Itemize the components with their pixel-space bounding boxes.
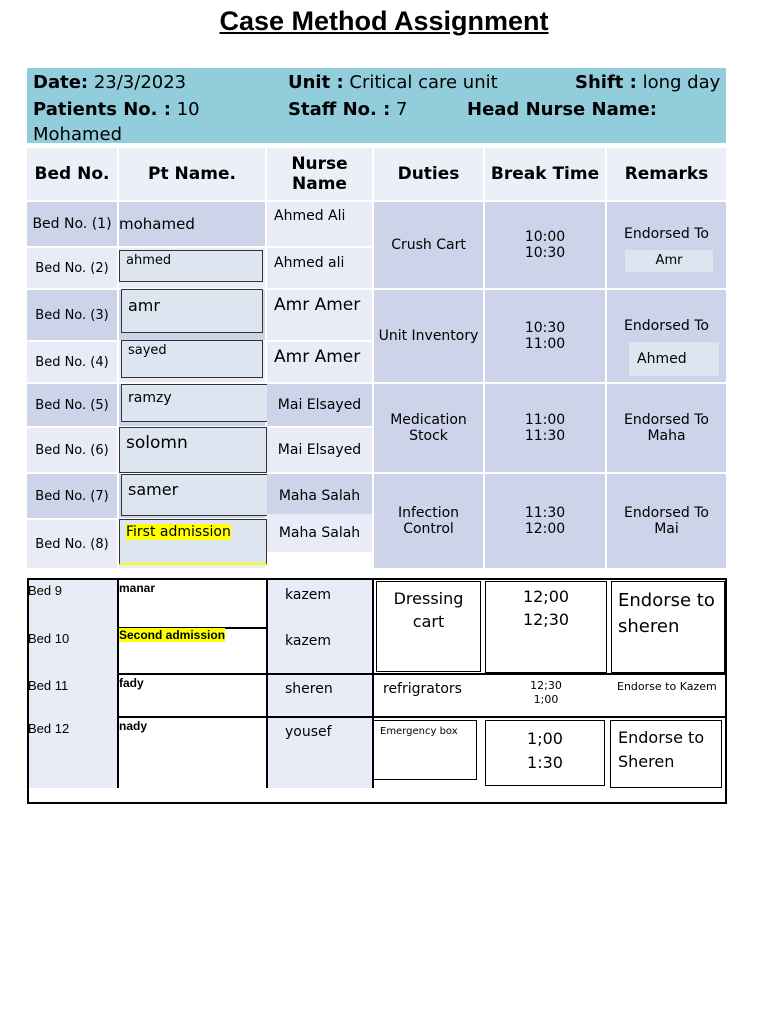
patient-cell: nady [119,719,148,733]
remark-cell: Endorsed To Mai [607,474,726,568]
nurse-cell: Mai Elsayed [267,428,372,472]
staff-field: Staff No. : 7 [288,99,408,120]
break-cell: 11:30 12:00 [485,474,605,568]
nurse-cell: Amr Amer [267,342,372,382]
remark-cell: Endorse to Sheren [610,720,722,788]
bed-cell: Bed No. (5) [27,384,117,426]
nurse-cell: Mai Elsayed [267,384,372,426]
break-cell: 12;30 1;00 [530,679,562,706]
patient-cell: ramzy [121,384,269,422]
remark-cell: Endorsed To Amr [607,202,726,288]
remark-cell: Endorse to Kazem [617,680,717,693]
patient-cell: manar [119,581,156,595]
remark-cell: Endorsed To Ahmed [607,290,726,382]
break-cell: 10:30 11:00 [485,290,605,382]
bed-cell: Bed 11 [28,678,69,693]
bed-cell: Bed No. (4) [27,342,117,382]
duty-cell: Infection Control [374,474,483,568]
duty-cell: Medication Stock [374,384,483,472]
header-bed: Bed No. [27,148,117,200]
nurse-cell: kazem [285,587,332,603]
remark-cell: Endorse to sheren [611,581,725,673]
duty-cell: Dressing cart [376,581,481,672]
duty-cell: Emergency box [373,720,477,780]
patient-cell: Second admission [119,628,226,642]
page-title: Case Method Assignment [219,6,549,36]
bed-cell: Bed No. (2) [27,248,117,288]
duty-cell: Crush Cart [374,202,483,288]
patient-cell: sayed [121,340,263,378]
bed-cell: Bed No. (7) [27,474,117,518]
nurse-cell: Ahmed ali [267,248,372,288]
nurse-cell: Ahmed Ali [267,202,372,246]
nurse-cell: kazem [285,633,332,649]
nurse-cell: Amr Amer [267,290,372,340]
date-field: Date: 23/3/2023 [33,72,187,93]
duty-cell: Unit Inventory [374,290,483,382]
head-nurse-label: Head Nurse Name: [467,99,657,120]
patient-cell: amr [121,289,263,333]
patient-cell: mohamed [119,202,265,246]
head-nurse-name: Mohamed [33,124,123,145]
nurse-cell: Maha Salah [267,474,372,518]
bed-cell: Bed No. (6) [27,428,117,472]
patient-cell: solomn [119,427,267,473]
header-patient: Pt Name. [119,148,265,200]
bed-cell: Bed 9 [28,583,62,598]
patient-cell: fady [119,676,144,690]
break-cell: 1;00 1:30 [485,720,605,786]
break-cell: 10:00 10:30 [485,202,605,288]
nurse-cell: sheren [285,681,333,697]
header-duties: Duties [374,148,483,200]
nurse-cell: Maha Salah [267,514,372,552]
patient-cell: samer [121,474,269,516]
bed-cell: Bed 12 [28,721,70,736]
remark-cell: Endorsed To Maha [607,384,726,472]
bed-cell: Bed No. (3) [27,290,117,340]
bed-cell: Bed 10 [28,631,70,646]
patients-field: Patients No. : 10 [33,99,200,120]
header-nurse: Nurse Name [267,148,372,200]
duty-cell: refrigrators [383,681,462,697]
break-cell: 12;00 12;30 [485,581,607,673]
header-break: Break Time [485,148,605,200]
patient-cell: ahmed [119,250,263,282]
unit-field: Unit : Critical care unit [288,72,498,93]
header-remarks: Remarks [607,148,726,200]
bed-cell: Bed No. (1) [27,202,117,246]
shift-field: Shift : long day [575,72,721,93]
break-cell: 11:00 11:30 [485,384,605,472]
patient-cell: First admission [119,519,267,565]
nurse-cell: yousef [285,724,332,740]
bed-cell: Bed No. (8) [27,520,117,568]
